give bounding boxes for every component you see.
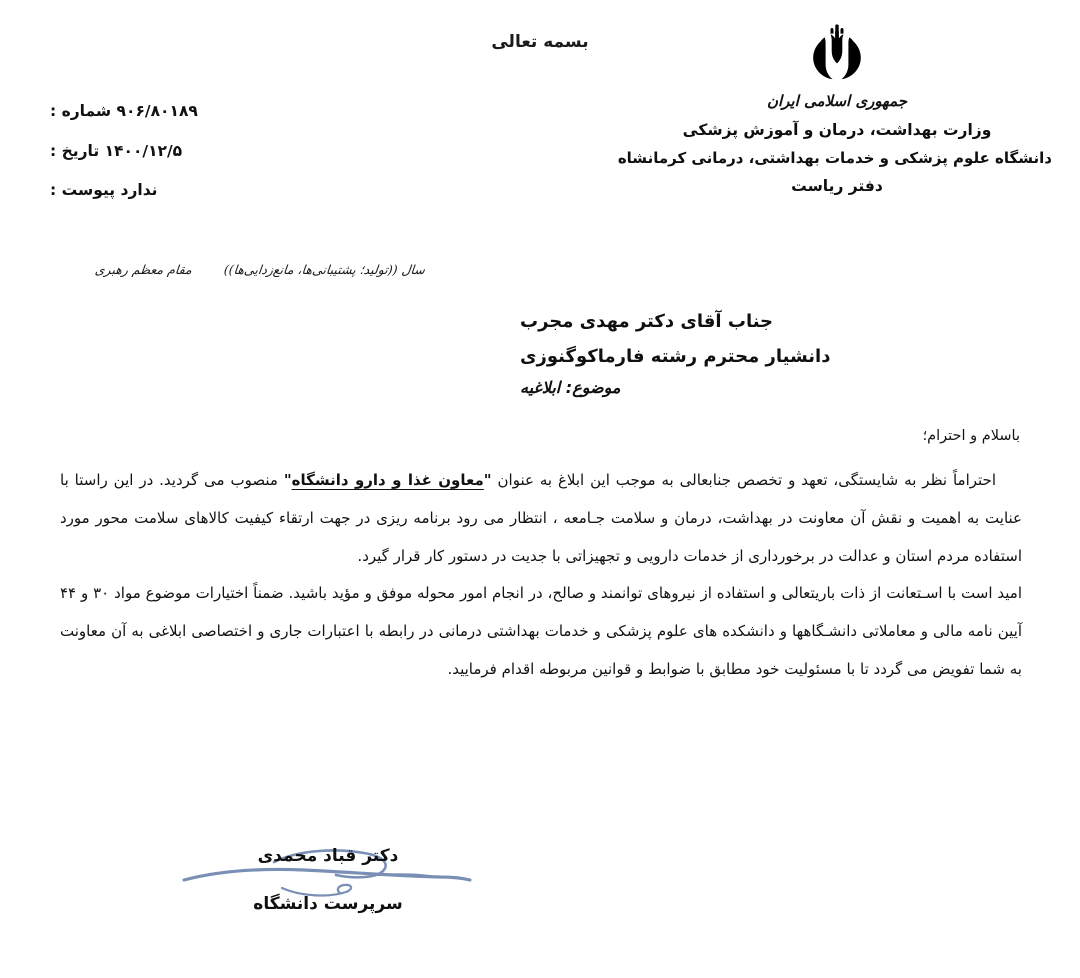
paragraph1-segment-after: منصوب می گردید. در این راستا با عنایت به اهمیت و نقش آن معاونت در بهداشت، درمان و سلامت جـامعه ، انتظار می رود برنامه ریزی در جهت ارتقاء کیفیت کالاهای سلامت محور مورد استفاده مردم استان و عدالت در برخورداری از خدمات دارویی و تجهیزاتی با جدیت در دستور کار قرار گیرد. [60, 471, 1022, 565]
meta-row-attachment [48, 183, 268, 199]
signature-block [178, 846, 478, 914]
letter-date-value: ۱۴۰۰/۱۲/۵ [104, 141, 183, 160]
letter-meta [48, 104, 268, 223]
letter-body [60, 462, 1022, 689]
year-slogan-attribution: مقام معظم رهبری [94, 262, 193, 277]
year-slogan-text: سال ((تولید؛ پشتیبانی‌ها، مانع‌زدایی‌ها)) [223, 262, 426, 277]
organization-header [617, 24, 1052, 201]
subject-label: موضوع: ابلاغیه [520, 378, 621, 398]
salutation-text: باسلام و احترام؛ [922, 428, 1020, 444]
year-slogan [95, 262, 425, 277]
office-name: دفتر ریاست [791, 177, 883, 196]
meta-row-number [48, 104, 268, 120]
basmala-text: بسمه تعالی [491, 32, 589, 52]
meta-row-date [48, 141, 268, 160]
signatory-name: دکتر قباد محمدی [257, 846, 399, 866]
letter-date-label: تاریخ : [50, 141, 100, 160]
body-paragraph-2: امید است با اسـتعانت از ذات باریتعالی و استفاده از نیروهای توانمند و صالح، در انجام امور محوله موفق و مؤید باشید. ضمناً اختیارات موضوع مواد ۳۰ و ۴۴ آیین نامه مالی و معاملاتی دانشـگاهها و دانشکده های علوم پزشکی و خدمات بهداشتی درمانی در رابطه با اعتبارات جاری و اختصاصی ابلاغی به آن معاونت به شما تفویض می گردد تا با مسئولیت خود مطابق با ضوابط و قوانین مربوطه اقدام فرمایید. [60, 584, 1022, 678]
addressee-block [520, 304, 1020, 397]
letter-number-label: شماره : [50, 102, 112, 120]
addressee-position: دانشیار محترم رشته فارماکوگنوزی [520, 346, 831, 368]
ministry-name: وزارت بهداشت، درمان و آموزش پزشکی [682, 121, 992, 139]
open-quote-mark: " [483, 471, 492, 489]
letter-attachment-value: ندارد [120, 181, 158, 199]
appointment-title: معاون غذا و دارو دانشگاه [291, 471, 484, 489]
iran-emblem-icon [806, 24, 868, 90]
addressee-name: جناب آقای دکتر مهدی مجرب [520, 311, 774, 332]
university-name: دانشگاه علوم پزشکی و خدمات بهداشتی، درمانی کرمانشاه [617, 148, 1052, 167]
letter-number-value: ۹۰۶/۸۰۱۸۹ [116, 102, 198, 120]
close-quote-mark: " [283, 471, 292, 489]
signatory-title: سرپرست دانشگاه [253, 894, 403, 914]
country-name: جمهوری اسلامی ایران [766, 92, 908, 110]
paragraph1-segment-before: احتراماً نظر به شایستگی، تعهد و تخصص جنابعالی به موجب این ابلاغ به عنوان [497, 471, 996, 489]
body-paragraph-1 [60, 462, 1022, 575]
letter-attachment-label: پیوست : [50, 181, 116, 199]
